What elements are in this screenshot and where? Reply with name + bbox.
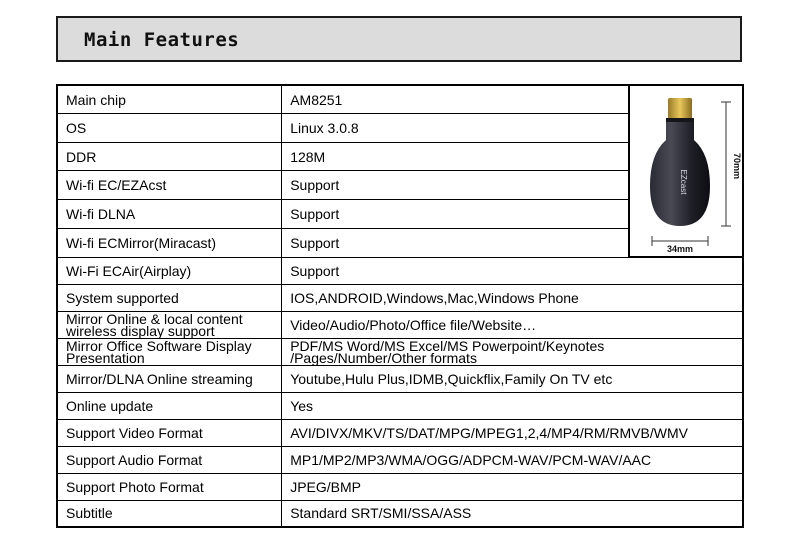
- table-row: [57, 446, 743, 473]
- table-row: [57, 419, 743, 446]
- spec-value: MP1/MP2/MP3/WMA/OGG/ADPCM-WAV/PCM-WAV/AAC: [282, 446, 743, 473]
- spec-label-line: Mirror Online & local content: [66, 310, 243, 327]
- section-title: Main Features: [84, 29, 240, 51]
- spec-label: OS: [57, 114, 282, 143]
- spec-label: Support Video Format: [57, 419, 282, 446]
- spec-label: DDR: [57, 142, 282, 171]
- table-row: [57, 365, 743, 392]
- spec-label: Subtitle: [57, 500, 282, 527]
- dongle-illustration: [630, 86, 742, 256]
- spec-value: Yes: [282, 392, 743, 419]
- spec-value: IOS,ANDROID,Windows,Mac,Windows Phone: [282, 284, 743, 311]
- table-row: [57, 257, 743, 284]
- spec-label: Wi-fi DLNA: [57, 200, 282, 229]
- spec-table: [56, 84, 744, 528]
- spec-label: Support Audio Format: [57, 446, 282, 473]
- spec-value: AVI/DIVX/MKV/TS/DAT/MPG/MPEG1,2,4/MP4/RM/RMVB/WMV: [282, 419, 743, 446]
- spec-value-line: PDF/MS Word/MS Excel/MS Powerpoint/Keynotes: [290, 337, 605, 354]
- table-row: [57, 85, 743, 114]
- spec-value: Support: [282, 228, 629, 257]
- table-row: [57, 473, 743, 500]
- spec-label: Wi-fi EC/EZAcst: [57, 171, 282, 200]
- spec-value: Youtube,Hulu Plus,IDMB,Quickflix,Family On TV etc: [282, 365, 743, 392]
- spec-label: Online update: [57, 392, 282, 419]
- spec-value: Video/Audio/Photo/Office file/Website…: [282, 311, 743, 338]
- width-label: 34mm: [666, 244, 694, 254]
- spec-label-line: Mirror Office Software Display: [66, 337, 252, 354]
- spec-value: AM8251: [282, 85, 629, 114]
- table-row: [57, 392, 743, 419]
- spec-label: Wi-Fi ECAir(Airplay): [57, 257, 282, 284]
- section-header: [56, 16, 742, 62]
- height-label: 70mm: [732, 152, 742, 180]
- spec-label: Mirror/DLNA Online streaming: [57, 365, 282, 392]
- hdmi-plug: [668, 98, 692, 120]
- spec-value: Standard SRT/SMI/SSA/ASS: [282, 500, 743, 527]
- spec-value: JPEG/BMP: [282, 473, 743, 500]
- spec-label: Main chip: [57, 85, 282, 114]
- spec-label: [57, 311, 282, 338]
- spec-label: [57, 338, 282, 365]
- table-row: [57, 500, 743, 527]
- device-brand-text: EZcast: [679, 169, 688, 195]
- spec-value: Support: [282, 257, 743, 284]
- table-row: [57, 338, 743, 365]
- table-row: [57, 311, 743, 338]
- spec-label: System supported: [57, 284, 282, 311]
- spec-value: [282, 338, 743, 365]
- table-row: [57, 284, 743, 311]
- spec-value-line: /Pages/Number/Other formats: [290, 349, 477, 366]
- device-image: [630, 86, 742, 256]
- spec-label: Support Photo Format: [57, 473, 282, 500]
- spec-value: Linux 3.0.8: [282, 114, 629, 143]
- spec-label: Wi-fi ECMirror(Miracast): [57, 228, 282, 257]
- spec-value: Support: [282, 171, 629, 200]
- spec-label-line: Presentation: [66, 349, 145, 366]
- device-image-cell: [629, 85, 743, 257]
- spec-value: Support: [282, 200, 629, 229]
- spec-label-line: wireless display support: [66, 322, 215, 339]
- spec-value: 128M: [282, 142, 629, 171]
